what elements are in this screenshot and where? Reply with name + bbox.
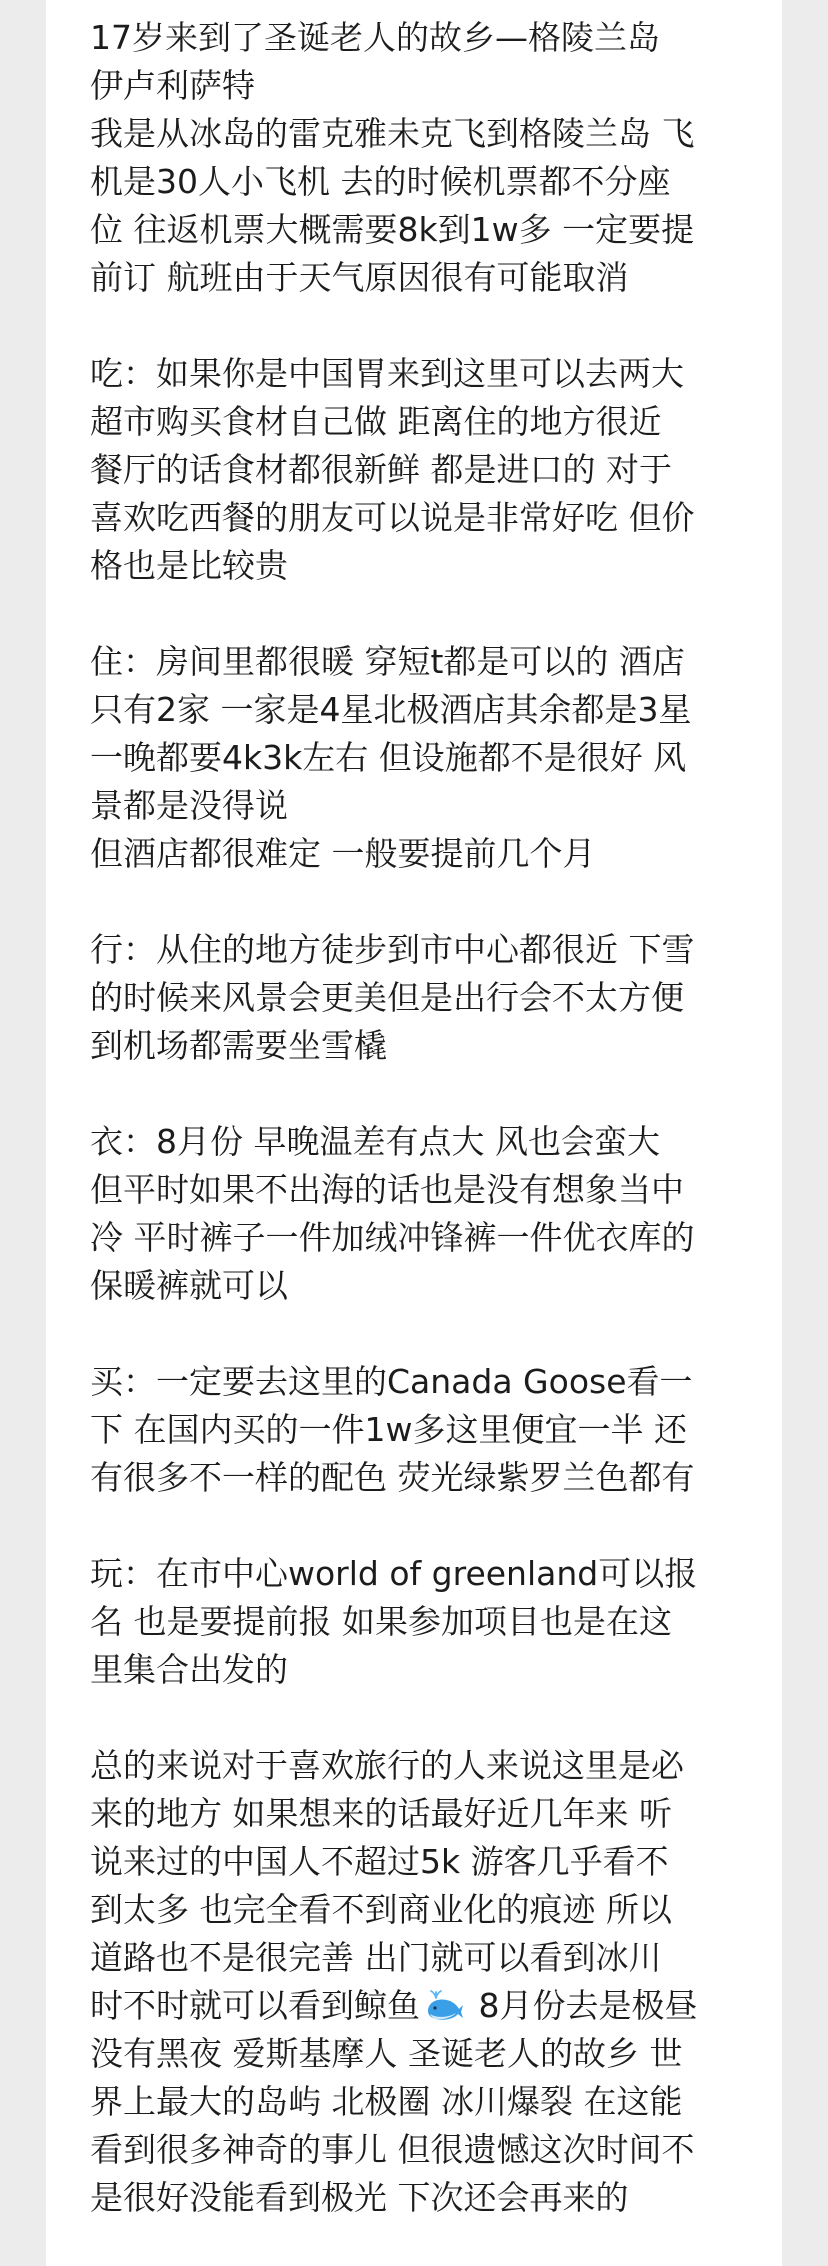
post-title-line-2: 伊卢利萨特 <box>90 66 255 105</box>
summary-text-line: 看到很多神奇的事儿 但很遗憾这次时间不 <box>90 2130 695 2169</box>
summary-text-line-with-emoji <box>90 1982 782 2030</box>
flight-text-line: 我是从冰岛的雷克雅未克飞到格陵兰岛 飞 <box>90 114 695 153</box>
stay-text-line: 只有2家 一家是4星北极酒店其余都是3星 <box>90 690 692 729</box>
paragraph-spacer <box>90 302 782 350</box>
flight-text-line: 位 往返机票大概需要8k到1w多 一定要提 <box>90 210 695 249</box>
summary-text-line: 道路也不是很完善 出门就可以看到冰川 <box>90 1938 662 1977</box>
stay-text-line: 一晚都要4k3k左右 但设施都不是很好 风 <box>90 738 687 777</box>
paragraph-spacer <box>90 590 782 638</box>
buy-text-line: 买：一定要去这里的Canada Goose看一 <box>90 1362 693 1401</box>
stay-text-line: 但酒店都很难定 一般要提前几个月 <box>90 834 596 873</box>
summary-text-segment: 8月份去是极昼 <box>468 1986 698 2025</box>
summary-text-segment: 时不时就可以看到鲸鱼 <box>90 1986 420 2025</box>
paragraph-spacer <box>90 1694 782 1742</box>
stay-text-line: 景都是没得说 <box>90 786 288 825</box>
summary-text-line: 到太多 也完全看不到商业化的痕迹 所以 <box>90 1890 672 1929</box>
play-text-line: 里集合出发的 <box>90 1650 288 1689</box>
summary-text-line: 说来过的中国人不超过5k 游客几乎看不 <box>90 1842 669 1881</box>
buy-text-line: 下 在国内买的一件1w多这里便宜一半 还 <box>90 1410 687 1449</box>
flight-text-line: 前订 航班由于天气原因很有可能取消 <box>90 258 629 297</box>
eat-text-line: 喜欢吃西餐的朋友可以说是非常好吃 但价 <box>90 498 695 537</box>
play-text-line: 名 也是要提前报 如果参加项目也是在这 <box>90 1602 672 1641</box>
wear-text-line: 衣：8月份 早晚温差有点大 风也会蛮大 <box>90 1122 660 1161</box>
play-text-line: 玩：在市中心world of greenland可以报 <box>90 1554 698 1593</box>
flight-text-line: 机是30人小飞机 去的时候机票都不分座 <box>90 162 671 201</box>
eat-text-line: 吃：如果你是中国胃来到这里可以去两大 <box>90 354 684 393</box>
summary-text-line: 界上最大的岛屿 北极圈 冰川爆裂 在这能 <box>90 2082 683 2121</box>
paragraph-spacer <box>90 1070 782 1118</box>
summary-text-line: 没有黑夜 爱斯基摩人 圣诞老人的故乡 世 <box>90 2034 683 2073</box>
buy-text-line: 有很多不一样的配色 荧光绿紫罗兰色都有 <box>90 1458 695 1497</box>
post-page <box>46 0 782 2266</box>
eat-text-line: 格也是比较贵 <box>90 546 288 585</box>
summary-text-line: 是很好没能看到极光 下次还会再来的 <box>90 2178 629 2217</box>
stay-text-line: 住：房间里都很暖 穿短t都是可以的 酒店 <box>90 642 685 681</box>
summary-text-line: 来的地方 如果想来的话最好近几年来 听 <box>90 1794 672 1833</box>
go-text-line: 行：从住的地方徒步到市中心都很近 下雪 <box>90 930 695 969</box>
paragraph-spacer <box>90 1502 782 1550</box>
post-body <box>90 14 782 2222</box>
go-text-line: 的时候来风景会更美但是出行会不太方便 <box>90 978 684 1017</box>
wear-text-line: 保暖裤就可以 <box>90 1266 288 1305</box>
go-text-line: 到机场都需要坐雪橇 <box>90 1026 387 1065</box>
eat-text-line: 超市购买食材自己做 距离住的地方很近 <box>90 402 662 441</box>
paragraph-spacer <box>90 878 782 926</box>
summary-text-line: 总的来说对于喜欢旅行的人来说这里是必 <box>90 1746 684 1785</box>
wear-text-line: 冷 平时裤子一件加绒冲锋裤一件优衣库的 <box>90 1218 695 1257</box>
eat-text-line: 餐厅的话食材都很新鲜 都是进口的 对于 <box>90 450 672 489</box>
paragraph-spacer <box>90 1310 782 1358</box>
post-title-line-1: 17岁来到了圣诞老人的故乡—格陵兰岛 <box>90 18 660 57</box>
whale-emoji-icon <box>424 1989 464 2023</box>
wear-text-line: 但平时如果不出海的话也是没有想象当中 <box>90 1170 684 1209</box>
